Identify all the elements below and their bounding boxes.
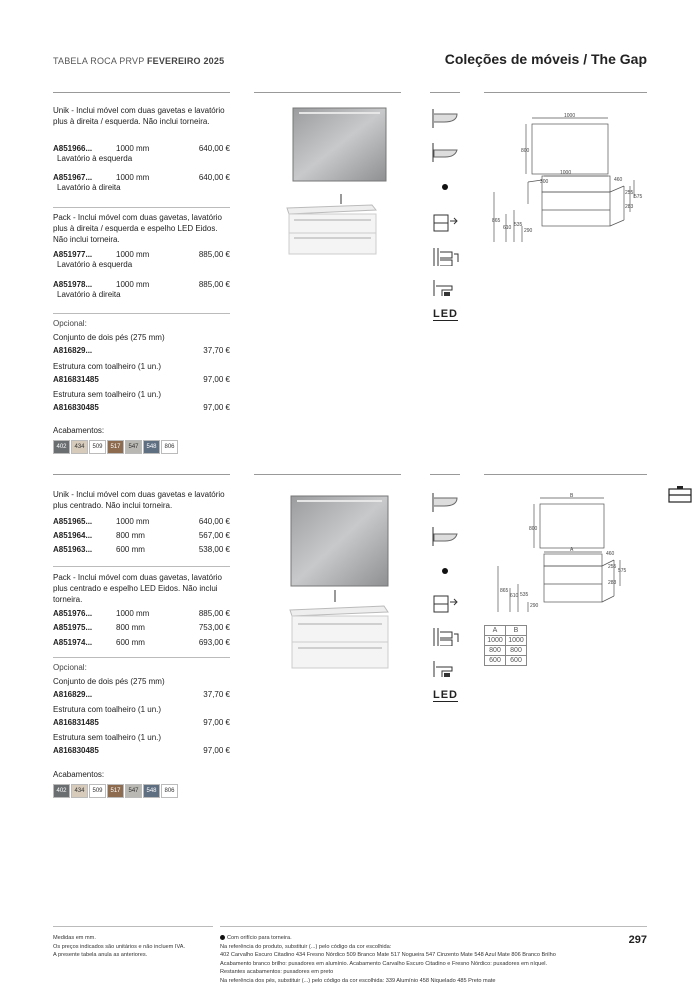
finish-swatch: 547 xyxy=(125,440,142,454)
finish-swatch: 402 xyxy=(53,440,70,454)
soft-close-drawer-icon xyxy=(430,211,460,233)
product-code: A851975... xyxy=(53,623,93,632)
finish-swatch: 548 xyxy=(143,784,160,798)
countertop-basin-icon xyxy=(430,524,460,546)
product-size: 600 mm xyxy=(116,545,145,554)
pack-description: Pack - Inclui móvel com duas gavetas, lavatório plus à direita / esquerda e espelho LED Eidos. Não inclui torneira. xyxy=(53,213,222,244)
countertop-basin-icon xyxy=(430,140,460,162)
divider xyxy=(53,474,230,475)
mirror-led-strip xyxy=(297,500,382,502)
divider xyxy=(254,474,401,475)
soft-close-drawer-icon xyxy=(430,592,460,614)
footer-note: Os preços indicados são unitários e não incluem IVA. xyxy=(53,943,186,950)
optional-price: 37,70 € xyxy=(203,346,230,355)
divider xyxy=(484,474,647,475)
product-price: 885,00 € xyxy=(198,250,230,259)
finishes-label: Acabamentos: xyxy=(53,770,105,779)
faucet xyxy=(334,590,336,602)
footer-note: Na referência dos pés, substituir (...) pelo código da cor escolhida: 339 Alumínio 458 Niquelado 485 Preto mate xyxy=(220,977,496,984)
product-code: A851976... xyxy=(53,609,93,618)
header-left xyxy=(53,56,224,66)
wall-mounting-icon xyxy=(430,244,460,266)
product-image-mirror-vanity xyxy=(254,484,401,684)
product-price: 885,00 € xyxy=(198,280,230,289)
dim-c: 575 xyxy=(634,194,643,200)
dim-h2: 535 xyxy=(514,222,523,228)
table-header-row xyxy=(485,626,527,636)
finish-swatch: 517 xyxy=(107,440,124,454)
optional-code: A816830485 xyxy=(53,746,99,755)
optional-price: 97,00 € xyxy=(203,718,230,727)
dim-j: 535 xyxy=(520,592,529,598)
product-variant: Lavatório à esquerda xyxy=(57,260,133,269)
finish-swatch: 434 xyxy=(71,784,88,798)
product-size: 800 mm xyxy=(116,531,145,540)
product-price: 693,00 € xyxy=(198,638,230,647)
page-title: Coleções de móveis / The Gap xyxy=(444,51,647,67)
optional-description: Conjunto de dois pés (275 mm) xyxy=(53,333,165,342)
divider xyxy=(53,92,230,93)
product-price: 567,00 € xyxy=(198,531,230,540)
dim-i: 290 xyxy=(524,228,533,234)
finish-swatches xyxy=(53,784,178,798)
divider xyxy=(430,92,460,93)
product-code: A851977... xyxy=(53,250,93,259)
product-code: A851974... xyxy=(53,638,93,647)
furniture-tab-icon xyxy=(668,485,692,503)
product-image-mirror-vanity xyxy=(254,98,401,268)
siphon-icon xyxy=(430,657,460,679)
optional-code: A816829... xyxy=(53,690,93,699)
product-code: A851965... xyxy=(53,517,93,526)
table-header-cell: A xyxy=(485,626,506,636)
dim-width: 1000 xyxy=(564,113,576,119)
optional-price: 37,70 € xyxy=(203,690,230,699)
dim-i: 610 xyxy=(510,593,519,599)
footer-note: Medidas em mm. xyxy=(53,935,96,941)
finish-swatch: 509 xyxy=(89,440,106,454)
table-cell: 600 xyxy=(506,656,527,666)
product-size: 1000 mm xyxy=(116,250,150,259)
footer-tap-note: Com orifício para torneira. xyxy=(220,934,620,943)
product-price: 640,00 € xyxy=(198,517,230,526)
product-price: 753,00 € xyxy=(198,623,230,632)
footer-note: Na referência do produto, substituir (...) pelo código da cor escolhida: xyxy=(220,943,392,950)
siphon-icon xyxy=(430,276,460,298)
product-size: 1000 mm xyxy=(116,517,150,526)
divider xyxy=(53,313,230,314)
optional-label: Opcional: xyxy=(53,663,87,672)
dim-basin-width: 1000 xyxy=(560,170,572,176)
dim-b: 255 xyxy=(625,190,634,196)
finishes-label: Acabamentos: xyxy=(53,426,105,435)
dim-depth: 460 xyxy=(606,551,615,557)
header-prefix: TABELA ROCA PRVP xyxy=(53,56,145,66)
divider xyxy=(254,92,401,93)
product-size: 1000 mm xyxy=(116,280,150,289)
dim-k: 290 xyxy=(530,603,539,609)
finish-swatch: 806 xyxy=(161,440,178,454)
divider xyxy=(53,566,230,567)
finish-swatch: 548 xyxy=(143,440,160,454)
divider xyxy=(53,657,230,658)
product-size: 1000 mm xyxy=(116,144,150,153)
divider xyxy=(53,207,230,208)
optional-description: Estrutura sem toalheiro (1 un.) xyxy=(53,733,162,742)
dim-height: 800 xyxy=(529,526,538,532)
finish-swatch: 434 xyxy=(71,440,88,454)
product-variant: Lavatório à direita xyxy=(57,290,121,299)
dim-height: 800 xyxy=(521,148,530,154)
product-variant: Lavatório à direita xyxy=(57,183,121,192)
optional-price: 97,00 € xyxy=(203,746,230,755)
product-price: 640,00 € xyxy=(198,173,230,182)
led-icon: LED xyxy=(433,689,458,701)
tap-hole-dot-icon xyxy=(430,176,460,198)
table-header-cell: B xyxy=(506,626,527,636)
table-cell: 1000 xyxy=(506,636,527,646)
divider xyxy=(53,926,213,927)
unik-description: Unik - Inclui móvel com duas gavetas e lavatório plus à direita / esquerda. Não inclui torneira. xyxy=(53,106,225,126)
optional-label: Opcional: xyxy=(53,319,87,328)
mirror-led-strip xyxy=(299,112,380,114)
cabinet-outline xyxy=(542,192,610,226)
product-size: 1000 mm xyxy=(116,609,150,618)
product-code: A851966... xyxy=(53,144,93,153)
divider xyxy=(484,92,647,93)
optional-description: Conjunto de dois pés (275 mm) xyxy=(53,677,165,686)
product-code: A851967... xyxy=(53,173,93,182)
divider xyxy=(220,926,647,927)
optional-code: A816829... xyxy=(53,346,93,355)
dim-depth: 460 xyxy=(614,177,623,183)
mirror-outline xyxy=(532,124,608,174)
product-size: 1000 mm xyxy=(116,173,150,182)
led-icon: LED xyxy=(433,308,458,320)
footer-note: A presente tabela anula as anteriores. xyxy=(53,952,148,958)
dot-icon xyxy=(220,935,225,940)
optional-code: A816831485 xyxy=(53,375,99,384)
product-size: 600 mm xyxy=(116,638,145,647)
table-row xyxy=(485,656,527,666)
finish-swatch: 402 xyxy=(53,784,70,798)
wall-hung-basin-icon xyxy=(430,106,460,128)
optional-price: 97,00 € xyxy=(203,375,230,384)
divider xyxy=(430,474,460,475)
table-row xyxy=(485,646,527,656)
finish-swatch: 547 xyxy=(125,784,142,798)
table-cell: 1000 xyxy=(485,636,506,646)
faucet xyxy=(340,194,342,204)
dim-a: 300 xyxy=(540,179,549,185)
table-cell: 800 xyxy=(485,646,506,656)
footer-note: Acabamento branco brilho: puxadores em alumínio. Acabamento Carvalho Escuro Citadino e Fresno Nórdico: puxadores em níquel. xyxy=(220,960,548,967)
finish-swatch: 806 xyxy=(161,784,178,798)
optional-description: Estrutura com toalheiro (1 un.) xyxy=(53,705,162,714)
pack-description: Pack - Inclui móvel com duas gavetas, lavatório plus centrado e espelho LED Eidos. Não inclui torneira. xyxy=(53,573,222,604)
optional-price: 97,00 € xyxy=(203,403,230,412)
optional-description: Estrutura com toalheiro (1 un.) xyxy=(53,362,162,371)
technical-drawing xyxy=(484,110,647,250)
wall-hung-basin-icon xyxy=(430,490,460,512)
product-price: 538,00 € xyxy=(198,545,230,554)
dim-g: 865 xyxy=(500,588,509,594)
product-code: A851978... xyxy=(53,280,93,289)
product-price: 885,00 € xyxy=(198,609,230,618)
optional-description: Estrutura sem toalheiro (1 un.) xyxy=(53,390,162,399)
dim-b-label: B xyxy=(570,493,574,499)
optional-code: A816830485 xyxy=(53,403,99,412)
technical-drawing xyxy=(484,492,647,622)
unik-description: Unik - Inclui móvel com duas gavetas e lavatório plus centrado. Não inclui torneira. xyxy=(53,490,225,510)
product-price: 640,00 € xyxy=(198,144,230,153)
basin-outline xyxy=(544,554,602,566)
finish-swatches xyxy=(53,440,178,454)
header-date: FEVEREIRO 2025 xyxy=(146,56,225,66)
optional-code: A816831485 xyxy=(53,718,99,727)
finish-swatch: 509 xyxy=(89,784,106,798)
table-row xyxy=(485,636,527,646)
dim-e: 283 xyxy=(625,204,634,210)
dim-e: 575 xyxy=(618,568,627,574)
dimension-table xyxy=(484,625,527,666)
dim-f: 283 xyxy=(608,580,617,586)
dim-g: 610 xyxy=(503,225,512,231)
table-cell: 800 xyxy=(506,646,527,656)
mirror-outline xyxy=(540,504,604,548)
footer-references xyxy=(220,934,620,985)
finish-swatch: 517 xyxy=(107,784,124,798)
footer-note: Restantes acabamentos: puxadores em preto xyxy=(220,969,334,975)
tap-hole-dot-icon xyxy=(430,560,460,582)
mirror xyxy=(293,108,386,181)
basin-outline xyxy=(542,176,610,192)
dim-c: 255 xyxy=(608,564,617,570)
dim-f: 865 xyxy=(492,218,501,224)
wall-mounting-icon xyxy=(430,624,460,646)
product-size: 800 mm xyxy=(116,623,145,632)
product-variant: Lavatório à esquerda xyxy=(57,154,133,163)
product-code: A851963... xyxy=(53,545,93,554)
basin-top xyxy=(287,205,376,214)
dim-a-label: A xyxy=(570,547,574,553)
footer-notes xyxy=(53,934,213,960)
table-cell: 600 xyxy=(485,656,506,666)
mirror xyxy=(291,496,388,586)
footer-color-codes: 402 Carvalho Escuro Citadino 434 Fresno Nórdico 509 Branco Mate 517 Nogueira 547 Cinzento Mate 548 Azul Mate 806 Branco Brilho xyxy=(220,952,556,958)
page-number: 297 xyxy=(628,934,647,946)
basin-top xyxy=(290,606,388,616)
product-code: A851964... xyxy=(53,531,93,540)
